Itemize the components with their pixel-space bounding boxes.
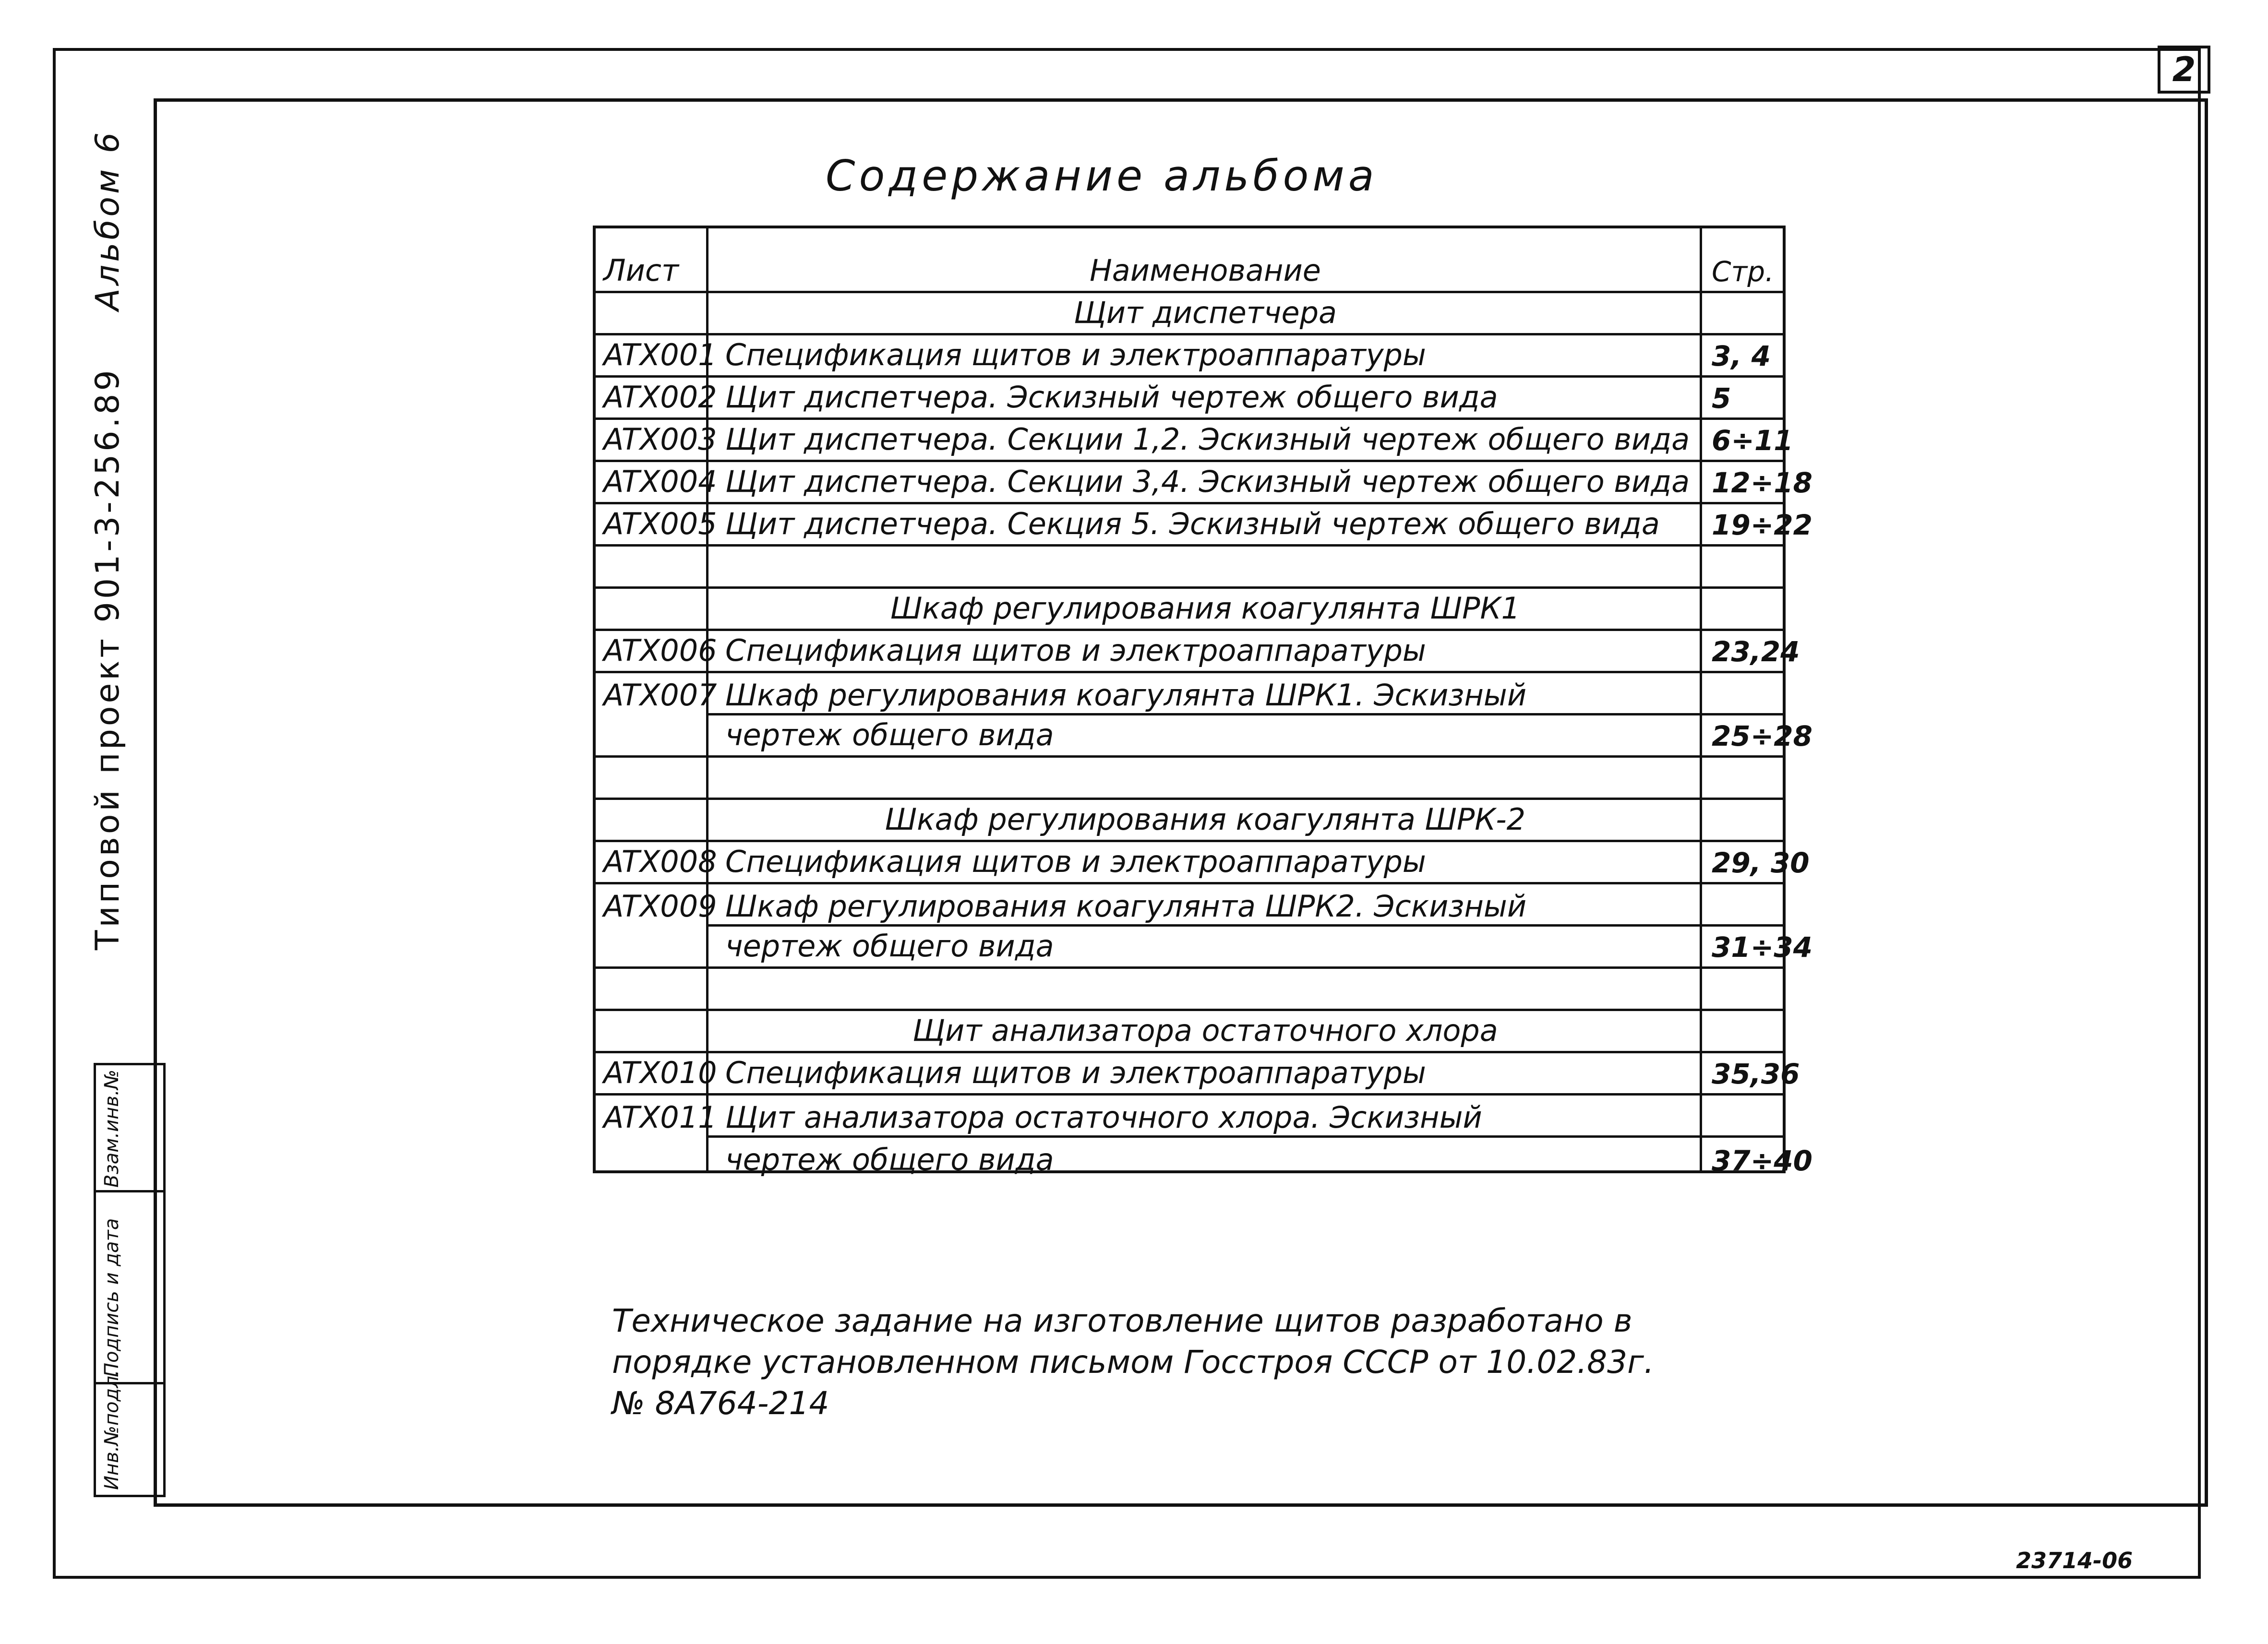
header-name: Наименование <box>1090 253 1321 288</box>
cell-name: Щит анализатора остаточного хлора. Эскизный <box>725 1100 1482 1135</box>
cell-page <box>1702 758 1784 798</box>
table-row <box>596 969 1783 1011</box>
table-row <box>596 842 1810 884</box>
stamp-cell-replacement <box>96 1065 163 1192</box>
section-row <box>596 589 1783 631</box>
note <box>612 1300 1716 1424</box>
stamp-text: Подпись и дата <box>101 1218 123 1377</box>
table-row <box>596 631 1800 673</box>
table-row <box>596 420 1793 462</box>
cell-page: 5 <box>1712 382 1731 415</box>
table-row <box>596 673 1783 715</box>
cell-sheet <box>596 293 708 333</box>
side-title <box>89 130 127 950</box>
page-number: 2 <box>2158 46 2210 94</box>
cell-page: 25÷28 <box>1712 720 1813 752</box>
table-row <box>596 758 1783 800</box>
section-row <box>596 800 1783 842</box>
stamp-text: Взам.инв.№ <box>101 1069 123 1188</box>
cell-page: 29, 30 <box>1712 846 1810 879</box>
cell-name: Шкаф регулирования коагулянта ШРК1. Эскизный <box>725 678 1527 713</box>
note-line: порядке установленном письмом Госстроя СССР от 10.02.83г. <box>612 1344 1654 1381</box>
table-row <box>596 927 1813 969</box>
cell-sheet <box>596 927 708 966</box>
cell-sheet <box>596 589 708 629</box>
cell-page: 31÷34 <box>1712 931 1813 964</box>
stamp-text: Инв.№подл. <box>101 1370 123 1490</box>
table-row <box>596 715 1813 758</box>
cell-page: 12÷18 <box>1712 466 1813 499</box>
cell-name: Щит диспетчера. Секции 3,4. Эскизный чертеж общего вида <box>725 464 1690 499</box>
cell-name: Щит диспетчера. Эскизный чертеж общего вида <box>725 380 1498 415</box>
cell-page <box>1702 673 1784 715</box>
cell-sheet: ATX002 <box>603 380 717 415</box>
cell-page <box>1702 1096 1784 1138</box>
table-row <box>596 547 1783 589</box>
cell-name: Спецификация щитов и электроаппаратуры <box>725 633 1426 668</box>
cell-page <box>1702 800 1784 840</box>
cell-name <box>708 547 1702 586</box>
cell-name: Щит диспетчера. Секции 1,2. Эскизный чертеж общего вида <box>725 422 1690 457</box>
cell-page: 23,24 <box>1712 635 1800 668</box>
cell-sheet <box>596 715 708 755</box>
cell-name <box>708 758 1702 798</box>
cell-page <box>1702 547 1784 586</box>
cell-sheet: ATX010 <box>603 1055 717 1090</box>
cell-page <box>1702 1011 1784 1051</box>
cell-sheet <box>596 758 708 798</box>
note-line: Техническое задание на изготовление щитов разработано в <box>612 1302 1632 1339</box>
approval-stamp <box>94 1063 166 1497</box>
header-sheet: Лист <box>603 253 679 288</box>
cell-name: Щит диспетчера. Секция 5. Эскизный чертеж общего вида <box>725 506 1660 541</box>
header-page: Стр. <box>1712 255 1774 288</box>
table-row <box>596 462 1813 504</box>
cell-sheet <box>596 1011 708 1051</box>
cell-name: Шкаф регулирования коагулянта ШРК2. Эскизный <box>725 889 1527 924</box>
table-row <box>596 335 1783 378</box>
cell-sheet: ATX007 <box>603 678 717 713</box>
stamp-cell-inventory <box>96 1370 163 1495</box>
cell-sheet: ATX008 <box>603 844 717 879</box>
album-label: Альбом 6 <box>89 129 127 311</box>
cell-sheet <box>596 969 708 1009</box>
cell-name <box>708 969 1702 1009</box>
cell-sheet <box>596 547 708 586</box>
table-row <box>596 884 1783 927</box>
cell-page: 37÷40 <box>1712 1144 1813 1177</box>
contents-table <box>593 226 1813 1177</box>
table-row <box>596 1053 1800 1096</box>
cell-sheet <box>596 1138 708 1180</box>
cell-sheet: ATX005 <box>603 506 717 541</box>
stamp-cell-signature <box>96 1192 163 1384</box>
cell-page: 3, 4 <box>1712 340 1771 372</box>
cell-sheet: ATX001 <box>603 337 717 372</box>
cell-sheet: ATX006 <box>603 633 717 668</box>
page-title: Содержание альбома <box>826 151 1378 201</box>
cell-sheet: ATX003 <box>603 422 717 457</box>
section-title: Щит диспетчера <box>1073 295 1337 330</box>
document-code: 23714-06 <box>2016 1548 2133 1573</box>
cell-page <box>1702 293 1784 333</box>
section-row <box>596 293 1783 335</box>
cell-page <box>1702 969 1784 1009</box>
cell-name: Спецификация щитов и электроаппаратуры <box>725 1055 1426 1090</box>
section-title: Шкаф регулирования коагулянта ШРК-2 <box>885 802 1526 837</box>
section-title: Щит анализатора остаточного хлора <box>912 1013 1498 1048</box>
cell-name: чертеж общего вида <box>725 929 1054 964</box>
section-row <box>596 1011 1783 1053</box>
project-label: Типовой проект 901-3-256.89 <box>89 367 127 950</box>
cell-page <box>1702 589 1784 629</box>
cell-sheet: ATX004 <box>603 464 717 499</box>
table-row <box>596 378 1783 420</box>
cell-page: 19÷22 <box>1712 509 1813 541</box>
cell-sheet: ATX009 <box>603 889 717 924</box>
cell-name: чертеж общего вида <box>725 1142 1054 1177</box>
cell-name: Спецификация щитов и электроаппаратуры <box>725 844 1426 879</box>
table-row <box>596 1096 1783 1138</box>
cell-sheet: ATX011 <box>603 1100 717 1135</box>
table-row <box>596 1138 1813 1180</box>
note-line: № 8А764-214 <box>612 1385 829 1422</box>
cell-sheet <box>596 800 708 840</box>
cell-page: 6÷11 <box>1712 424 1793 457</box>
table-row <box>596 504 1813 547</box>
cell-name: Спецификация щитов и электроаппаратуры <box>725 337 1426 372</box>
cell-page <box>1702 884 1784 927</box>
cell-name: чертеж общего вида <box>725 717 1054 752</box>
table-header-row <box>596 228 1783 293</box>
cell-page: 35,36 <box>1712 1058 1800 1090</box>
section-title: Шкаф регулирования коагулянта ШРК1 <box>890 591 1520 626</box>
